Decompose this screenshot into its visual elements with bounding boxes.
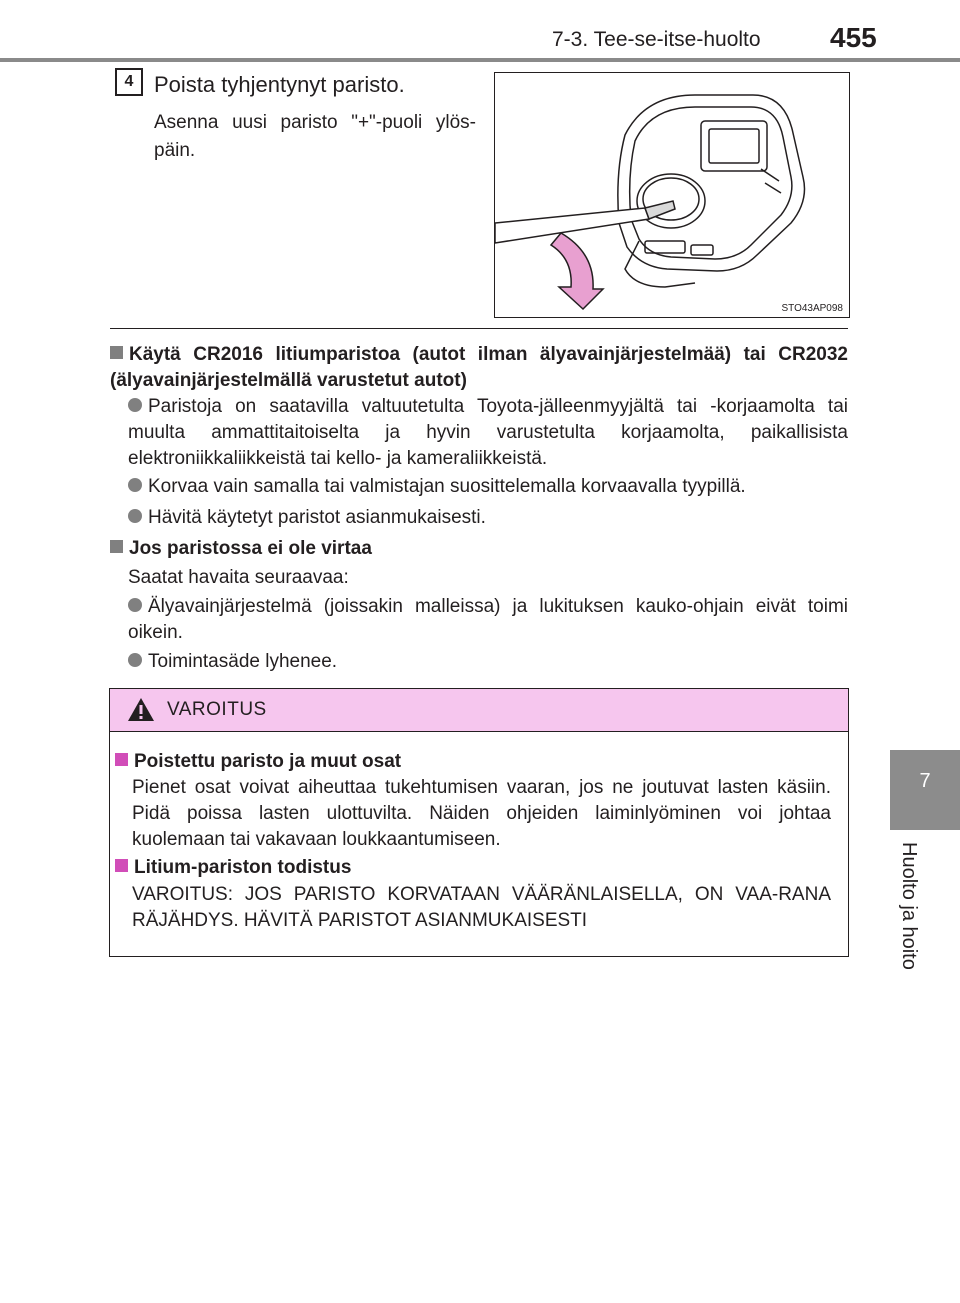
square-bullet-icon xyxy=(110,346,123,359)
square-bullet-icon xyxy=(115,859,128,872)
header-rule xyxy=(0,58,960,62)
list-item: Toimintasäde lyhenee. xyxy=(128,649,848,675)
step-title: Poista tyhjentynyt paristo. xyxy=(154,72,405,97)
list-item: Älyavainjärjestelmä (joissakin malleissa) ja lukituksen kauko-ohjain eivät toimi oikein. xyxy=(128,596,848,643)
key-fob-illustration xyxy=(495,73,849,317)
section-heading-no-power: Jos paristossa ei ole virtaa xyxy=(110,536,848,562)
figure-code: STO43AP098 xyxy=(781,303,843,314)
warning-box xyxy=(109,688,849,957)
warning-item-text: Pienet osat voivat aiheuttaa tukehtumisen vaaran, jos ne joutuvat lasten käsiin. Pidä poissa lasten ulottuvilta. Näiden ohjeiden laiminlyöminen voi johtaa kuolemaan tai vakavaan loukkaantumiseen. xyxy=(132,777,831,850)
warning-item-text: VAROITUS: JOS PARISTO KORVATAAN VÄÄRÄNLAISELLA, ON VAA-RANA RÄJÄHDYS. HÄVITÄ PARISTOT ASIANMUKAISESTI xyxy=(132,884,831,931)
square-bullet-icon xyxy=(110,540,123,553)
step-number: 4 xyxy=(115,68,143,96)
list-item: Korvaa vain samalla tai valmistajan suosittelemalla korvaavalla tyypillä. xyxy=(128,474,848,500)
bullet-dot-icon xyxy=(128,478,142,492)
warning-triangle-icon xyxy=(127,697,155,722)
chapter-title: Huolto ja hoito xyxy=(898,842,920,970)
bullet-dot-icon xyxy=(128,598,142,612)
section-heading-battery-type: Käytä CR2016 litiumparistoa (autot ilman älyavainjärjestelmää) tai CR2032 (älyavainjärjestelmällä varustetut autot) xyxy=(110,344,848,391)
direction-arrow xyxy=(551,233,603,309)
bullet-dot-icon xyxy=(128,653,142,667)
square-bullet-icon xyxy=(115,753,128,766)
chapter-number: 7 xyxy=(919,770,931,792)
step-text: Asenna uusi paristo "+"-puoli ylös-päin. xyxy=(154,112,476,161)
warning-item-heading: Poistettu paristo ja muut osat xyxy=(115,749,831,775)
warning-header xyxy=(110,689,848,732)
bullet-dot-icon xyxy=(128,398,142,412)
section-title: 7-3. Tee-se-itse-huolto xyxy=(552,28,761,51)
list-item: Hävitä käytetyt paristot asianmukaisesti. xyxy=(128,505,848,531)
page-number: 455 xyxy=(830,22,877,53)
list-item: Paristoja on saatavilla valtuutetulta Toyota-jälleenmyyjältä tai -korjaamolta tai muulta ammattitaitoiselta ja hyvin varustetulta korjaamolta, paikallisista elektroniikkaliikkeistä tai kello- ja kameraliikkeistä. xyxy=(128,396,848,469)
key-battery-figure xyxy=(494,72,850,318)
divider xyxy=(110,328,848,329)
chapter-tab xyxy=(890,750,960,830)
bullet-dot-icon xyxy=(128,509,142,523)
warning-title: VAROITUS xyxy=(167,699,267,720)
section-intro: Saatat havaita seuraavaa: xyxy=(128,567,349,588)
warning-item-heading: Litium-pariston todistus xyxy=(115,855,831,881)
